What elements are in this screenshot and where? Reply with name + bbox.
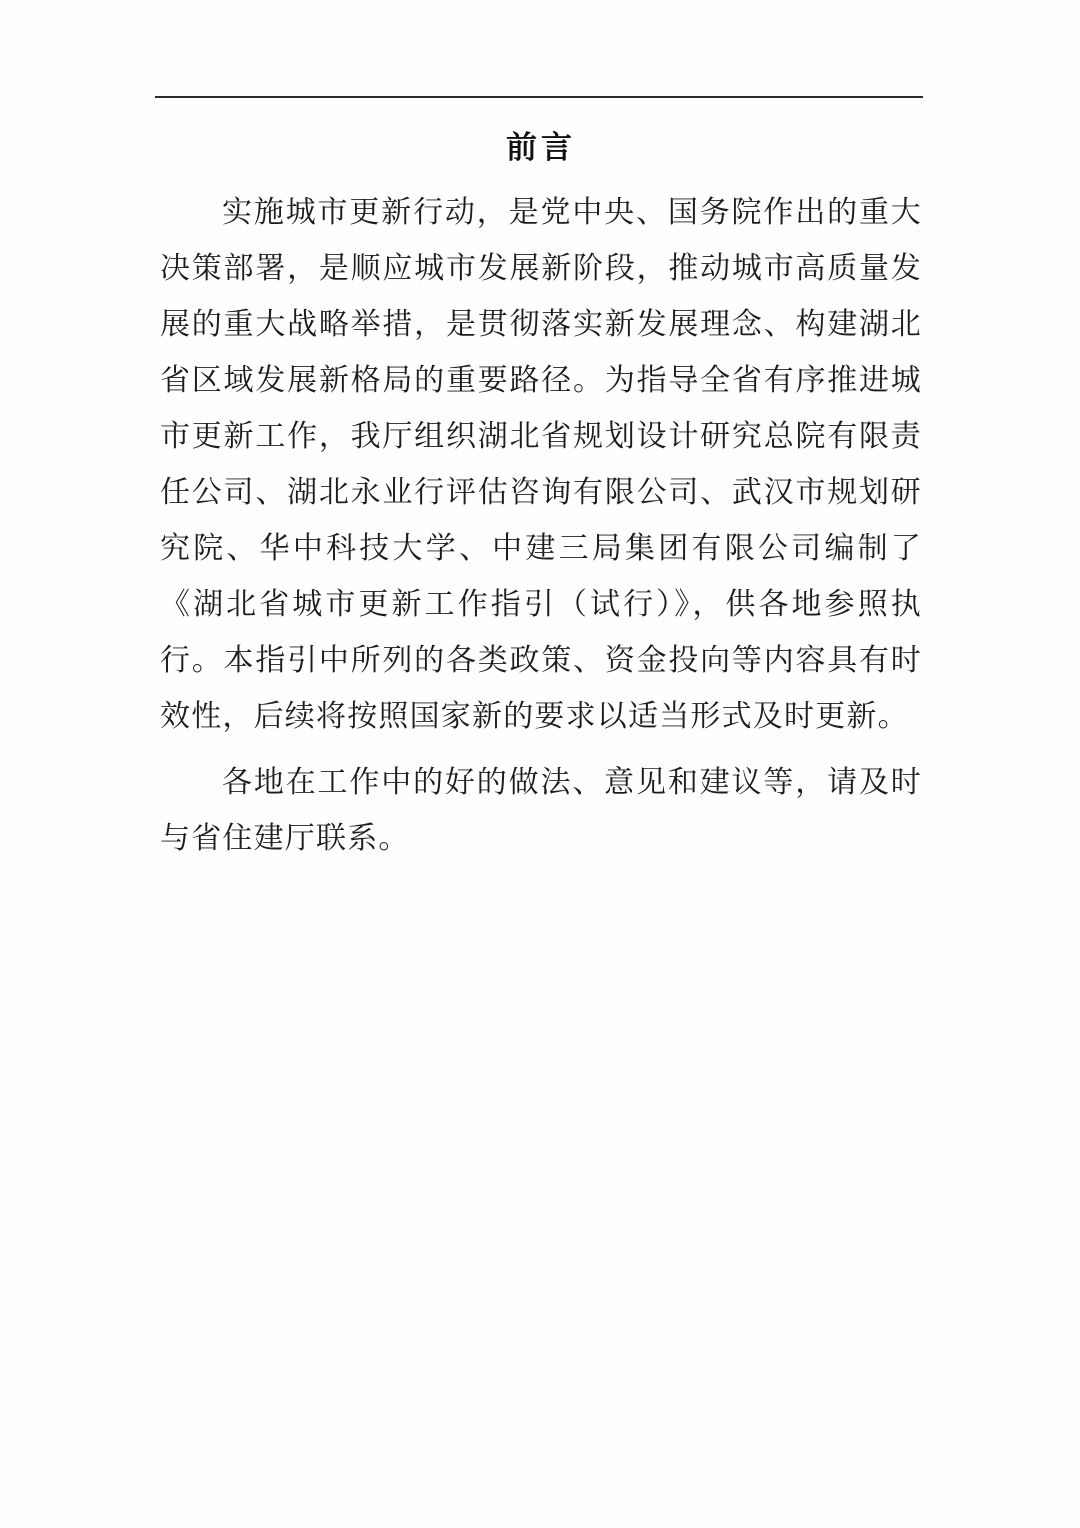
paragraph-foreword-2: 各地在工作中的好的做法、意见和建议等，请及时与省住建厅联系。 (160, 765, 922, 856)
document-body (160, 122, 922, 871)
paragraph-foreword-1: 实施城市更新行动，是党中央、国务院作出的重大决策部署，是顺应城市发展新阶段，推动城市高质量发展的重大战略举措，是贯彻落实新发展理念、构建湖北省区域发展新格局的重要路径。为指导全省有序推进城市更新工作，我厅组织湖北省规划设计研究总院有限责任公司、湖北永业行评估咨询有限公司、武汉市规划研究院、华中科技大学、中建三局集团有限公司编制了《湖北省城市更新工作指引（试行）》，供各地参照执行。本指引中所列的各类政策、资金投向等内容具有时效性，后续将按照国家新的要求以适当形式及时更新。 (160, 195, 922, 734)
header-divider (155, 96, 923, 98)
page-title: 前言 (506, 130, 576, 166)
